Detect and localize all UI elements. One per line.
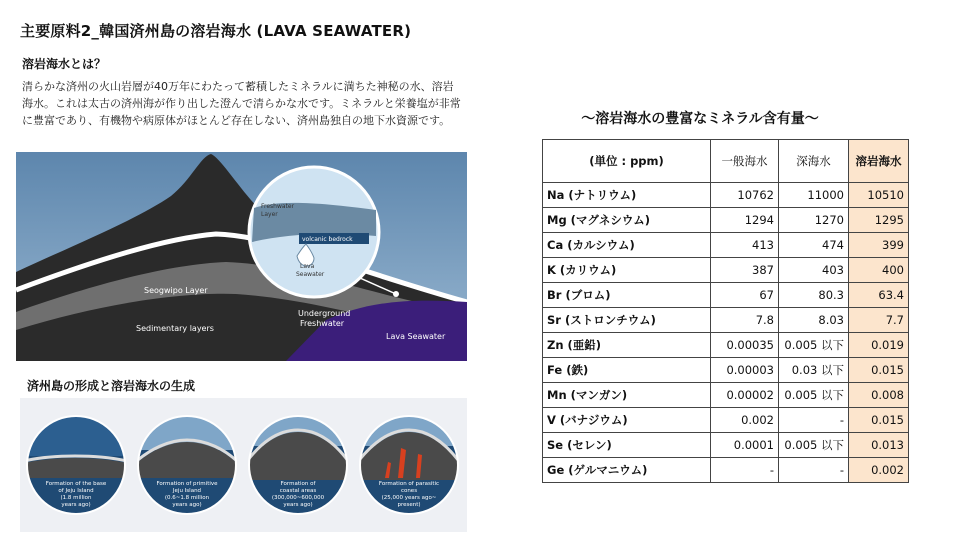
deep-seawater-cell: -	[779, 458, 849, 483]
table-row	[543, 408, 909, 433]
formation-stage-2	[131, 398, 242, 532]
section-subtitle: 溶岩海水とは？	[22, 57, 107, 71]
element-cell: Br (ブロム)	[543, 283, 711, 308]
unit-header: (単位 : ppm)	[543, 140, 711, 183]
lava-seawater-label: Lava Seawater	[386, 332, 446, 341]
lava-seawater-cell: 0.019	[849, 333, 909, 358]
lava-seawater-cell: 7.7	[849, 308, 909, 333]
normal-seawater-cell: 387	[711, 258, 779, 283]
normal-seawater-cell: 10762	[711, 183, 779, 208]
element-cell: Se (セレン)	[543, 433, 711, 458]
lava-seawater-cell: 399	[849, 233, 909, 258]
normal-seawater-cell: 0.00003	[711, 358, 779, 383]
deep-seawater-cell: 11000	[779, 183, 849, 208]
mineral-table-title: ～溶岩海水の豊富なミネラル含有量～	[581, 111, 819, 127]
deep-seawater-cell: 0.005 以下	[779, 333, 849, 358]
table-row	[543, 333, 909, 358]
normal-seawater-cell: 0.00035	[711, 333, 779, 358]
deep-seawater-cell: 8.03	[779, 308, 849, 333]
lava-seawater-cell: 10510	[849, 183, 909, 208]
stage-2-line-1: Formation of primitive	[156, 481, 218, 487]
formation-stage-3	[242, 398, 353, 532]
deep-seawater-cell: -	[779, 408, 849, 433]
stage-4-line-3: (25,000 years ago~	[381, 495, 437, 501]
stage-1-line-4: years ago)	[61, 502, 91, 508]
deep-seawater-cell: 0.005 以下	[779, 383, 849, 408]
table-row	[543, 433, 909, 458]
stage-2-line-3: (0.6~1.8 million	[164, 495, 210, 501]
deep-seawater-cell: 0.005 以下	[779, 433, 849, 458]
lava-seawater-cell: 0.013	[849, 433, 909, 458]
element-cell: Ge (ゲルマニウム)	[543, 458, 711, 483]
lava-seawater-cell: 400	[849, 258, 909, 283]
stage-4-line-2: cones	[400, 488, 418, 494]
table-row	[543, 383, 909, 408]
stage-1-line-2: of Jeju Island	[58, 488, 94, 494]
lava-seawater-cell: 0.002	[849, 458, 909, 483]
table-row	[543, 283, 909, 308]
normal-seawater-cell: 0.00002	[711, 383, 779, 408]
deep-seawater-header: 深海水	[779, 140, 849, 183]
bubble-seawater-label: Seawater	[296, 271, 325, 278]
normal-seawater-cell: 67	[711, 283, 779, 308]
lava-seawater-cell: 0.008	[849, 383, 909, 408]
table-row	[543, 308, 909, 333]
lava-seawater-cell: 63.4	[849, 283, 909, 308]
stage-2-line-4: years ago)	[172, 502, 202, 508]
element-cell: Fe (鉄)	[543, 358, 711, 383]
element-cell: Mg (マグネシウム)	[543, 208, 711, 233]
lava-seawater-header: 溶岩海水	[849, 140, 909, 183]
table-row	[543, 458, 909, 483]
normal-seawater-cell: -	[711, 458, 779, 483]
stage-4-line-1: Formation of parasitic	[378, 481, 440, 487]
element-cell: Mn (マンガン)	[543, 383, 711, 408]
table-row	[543, 258, 909, 283]
sedimentary-layers-label: Sedimentary layers	[136, 324, 214, 333]
table-row	[543, 183, 909, 208]
deep-seawater-cell: 474	[779, 233, 849, 258]
stage-3-line-4: years ago)	[283, 502, 313, 508]
normal-seawater-cell: 7.8	[711, 308, 779, 333]
element-cell: Zn (亜鉛)	[543, 333, 711, 358]
formation-stage-4	[353, 398, 464, 532]
formation-caption: 済州島の形成と溶岩海水の生成	[27, 379, 196, 393]
normal-seawater-cell: 0.0001	[711, 433, 779, 458]
element-cell: Sr (ストロンチウム)	[543, 308, 711, 333]
lava-seawater-cell: 0.015	[849, 408, 909, 433]
formation-stages	[20, 398, 467, 532]
freshwater-label: Freshwater	[300, 319, 345, 328]
lava-seawater-cell: 1295	[849, 208, 909, 233]
normal-seawater-cell: 413	[711, 233, 779, 258]
page-title: 主要原料2_韓国済州島の溶岩海水 (LAVA SEAWATER)	[20, 22, 412, 40]
underground-label: Underground	[298, 309, 351, 318]
stage-4-line-4: present)	[397, 502, 421, 508]
lava-seawater-cell: 0.015	[849, 358, 909, 383]
normal-seawater-cell: 0.002	[711, 408, 779, 433]
bubble-layer-label: Layer	[261, 211, 278, 218]
bedrock-label: volcanic bedrock	[302, 236, 353, 243]
seogwipo-layer-label: Seogwipo Layer	[144, 286, 208, 295]
stage-3-line-1: Formation of	[280, 481, 316, 487]
stage-3-line-2: coastal areas	[279, 488, 317, 494]
normal-seawater-header: 一般海水	[711, 140, 779, 183]
deep-seawater-cell: 0.03 以下	[779, 358, 849, 383]
bubble-freshwater-label: Freshwater	[261, 203, 295, 210]
stage-3-line-3: (300,000~600,000	[271, 495, 325, 501]
lava-seawater-illustration	[16, 152, 467, 361]
element-cell: Ca (カルシウム)	[543, 233, 711, 258]
formation-stage-1	[20, 398, 131, 532]
element-cell: Na (ナトリウム)	[543, 183, 711, 208]
element-cell: V (バナジウム)	[543, 408, 711, 433]
stage-1-line-1: Formation of the base	[45, 481, 107, 487]
deep-seawater-cell: 80.3	[779, 283, 849, 308]
stage-2-line-2: Jeju Island	[172, 488, 202, 494]
normal-seawater-cell: 1294	[711, 208, 779, 233]
table-header-row	[543, 140, 909, 183]
bubble-lava-label: Lava	[300, 263, 315, 270]
deep-seawater-cell: 403	[779, 258, 849, 283]
description-text: 清らかな済州の火山岩層が40万年にわたって蓄積したミネラルに満ちた神秘の水、溶岩海水。これは太古の済州海が作り出した澄んで清らかな水です。ミネラルと栄養塩が非常に豊富であり、有機物や病原体がほとんど存在しない、済州島独自の地下水資源です。	[22, 80, 461, 127]
deep-seawater-cell: 1270	[779, 208, 849, 233]
table-row	[543, 358, 909, 383]
mineral-table	[542, 139, 909, 483]
table-row	[543, 208, 909, 233]
table-row	[543, 233, 909, 258]
stage-1-line-3: (1.8 million	[60, 495, 92, 501]
element-cell: K (カリウム)	[543, 258, 711, 283]
